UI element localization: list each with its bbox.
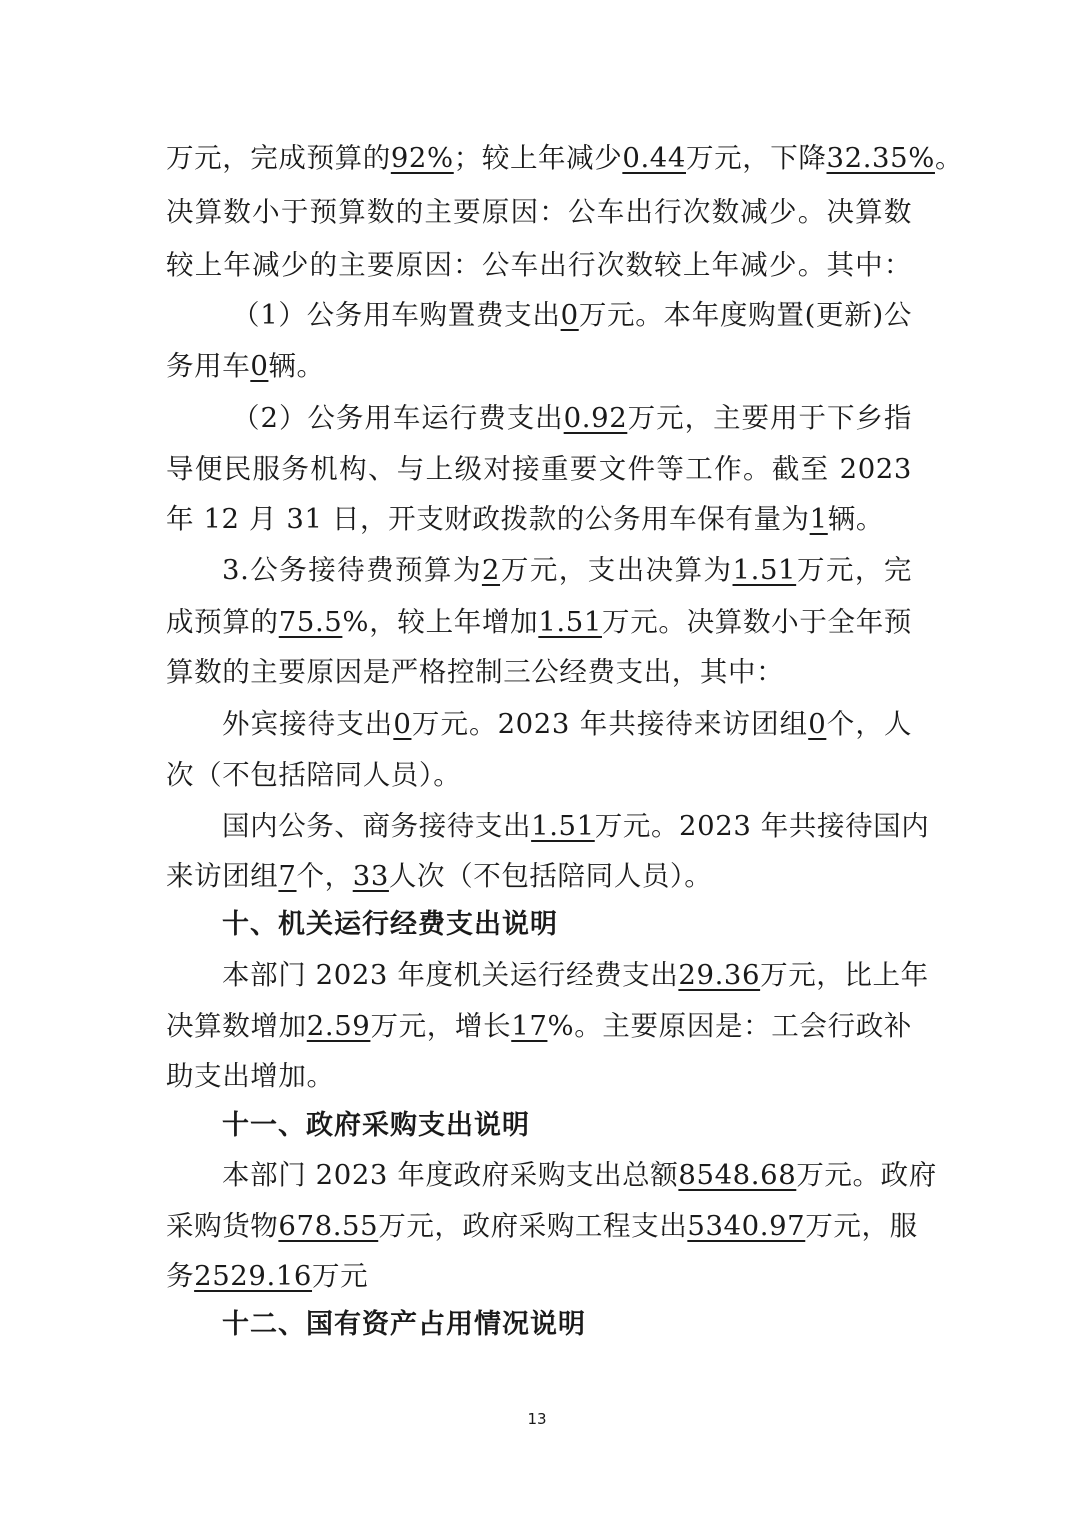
text-line: 本部门 2023 年度机关运行经费支出29.36万元，比上年 [222,959,929,991]
section-heading-10: 十、机关运行经费支出说明 [222,909,558,940]
text-line: 算数的主要原因是严格控制三公经费支出，其中： [166,656,785,688]
section-heading-11: 十一、政府采购支出说明 [222,1110,530,1141]
text-line: 务用车0辆。 [166,350,325,382]
text-line: 导便民服务机构、与上级对接重要文件等工作。截至 2023 [166,453,912,485]
text-line: 外宾接待支出0万元。2023 年共接待来访团组0个，人 [222,708,912,740]
text-line: 助支出增加。 [166,1060,335,1092]
text-line: 采购货物678.55万元，政府采购工程支出5340.97万元，服 [166,1210,918,1242]
text-line: 万元，完成预算的92%；较上年减少0.44万元，下降32.35%。 [166,142,964,174]
text-line: （2）公务用车运行费支出0.92万元，主要用于下乡指 [232,402,913,434]
text-line: 本部门 2023 年度政府采购支出总额8548.68万元。政府 [222,1159,937,1191]
text-line: 3.公务接待费预算为2万元，支出决算为1.51万元，完 [222,554,912,586]
text-line: （1）公务用车购置费支出0万元。本年度购置(更新)公 [232,299,912,331]
section-heading-12: 十二、国有资产占用情况说明 [222,1309,586,1340]
text-line: 较上年减少的主要原因：公车出行次数较上年减少。其中： [166,249,912,281]
text-line: 年 12 月 31 日，开支财政拨款的公务用车保有量为1辆。 [166,503,884,535]
text-line: 次（不包括陪同人员）。 [166,759,462,791]
text-line: 决算数小于预算数的主要原因：公车出行次数减少。决算数 [166,196,912,228]
text-line: 决算数增加2.59万元，增长17%。主要原因是：工会行政补 [166,1010,913,1042]
text-line: 务2529.16万元 [166,1260,369,1292]
text-line: 来访团组7个，33人次（不包括陪同人员）。 [166,860,713,892]
page-number: 13 [527,1410,547,1428]
text-line: 国内公务、商务接待支出1.51万元。2023 年共接待国内 [222,810,930,842]
text-line: 成预算的75.5%，较上年增加1.51万元。决算数小于全年预 [166,606,912,638]
